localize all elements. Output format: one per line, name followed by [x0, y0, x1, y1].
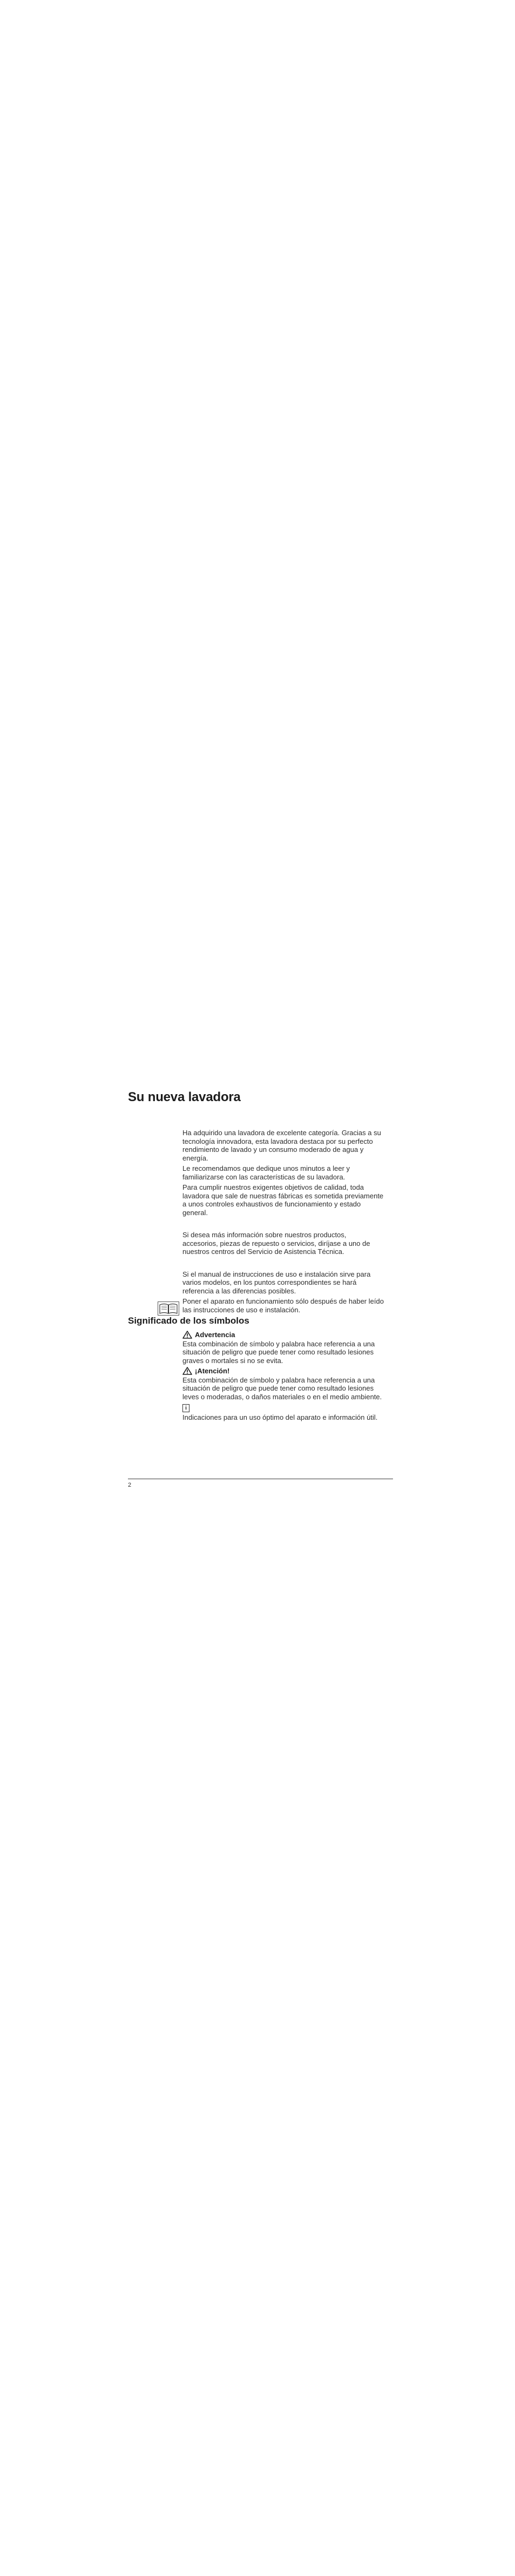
intro-section	[182, 1129, 393, 1316]
caution-heading-label: ¡Atención!	[195, 1367, 230, 1375]
warning-triangle-icon	[182, 1331, 192, 1339]
info-icon: i	[182, 1404, 189, 1412]
info-text: Indicaciones para un uso óptimo del aparato e información útil.	[182, 1413, 378, 1421]
caution-text: Esta combinación de símbolo y palabra hace referencia a una situación de peligro que puede tener como resultado lesiones leves o moderadas, o daños materiales o en el medio ambiente.	[182, 1375, 382, 1401]
open-book-icon	[158, 1302, 179, 1316]
intro-paragraph: Si el manual de instrucciones de uso e instalación sirve para varios modelos, en los puntos correspondientes se hará referencia a las diferencias posibles.	[182, 1270, 371, 1295]
symbols-section	[182, 1331, 393, 1424]
page-title: Su nueva lavadora	[128, 1090, 241, 1104]
warning-text: Esta combinación de símbolo y palabra hace referencia a una situación de peligro que puede tener como resultado lesiones graves o mortales si no se evita.	[182, 1339, 375, 1365]
book-note-text: Poner el aparato en funcionamiento sólo después de haber leído las instrucciones de uso e instalación.	[182, 1297, 384, 1314]
book-note-row	[182, 1297, 393, 1314]
intro-paragraph: Ha adquirido una lavadora de excelente categoría. Gracias a su tecnología innovadora, esta lavadora destaca por su perfecto rendimiento de lavado y un consumo moderado de agua y energía.	[182, 1129, 381, 1162]
caution-heading	[182, 1367, 393, 1375]
intro-paragraph: Si desea más información sobre nuestros productos, accesorios, piezas de repuesto o servicios, diríjase a uno de nuestros centros del Servicio de Asistencia Técnica.	[182, 1231, 370, 1256]
warning-heading-label: Advertencia	[195, 1331, 235, 1339]
warning-heading	[182, 1331, 393, 1339]
warning-triangle-icon	[182, 1367, 192, 1375]
page-number: 2	[128, 1482, 132, 1488]
intro-paragraph: Le recomendamos que dedique unos minutos a leer y familiarizarse con las características de su lavadora.	[182, 1164, 350, 1181]
section-title-symbols: Significado de los símbolos	[128, 1316, 249, 1326]
intro-paragraph: Para cumplir nuestros exigentes objetivos de calidad, toda lavadora que sale de nuestras fábricas es sometida previamente a unos controles exhaustivos de funcionamiento y estado general.	[182, 1183, 384, 1217]
